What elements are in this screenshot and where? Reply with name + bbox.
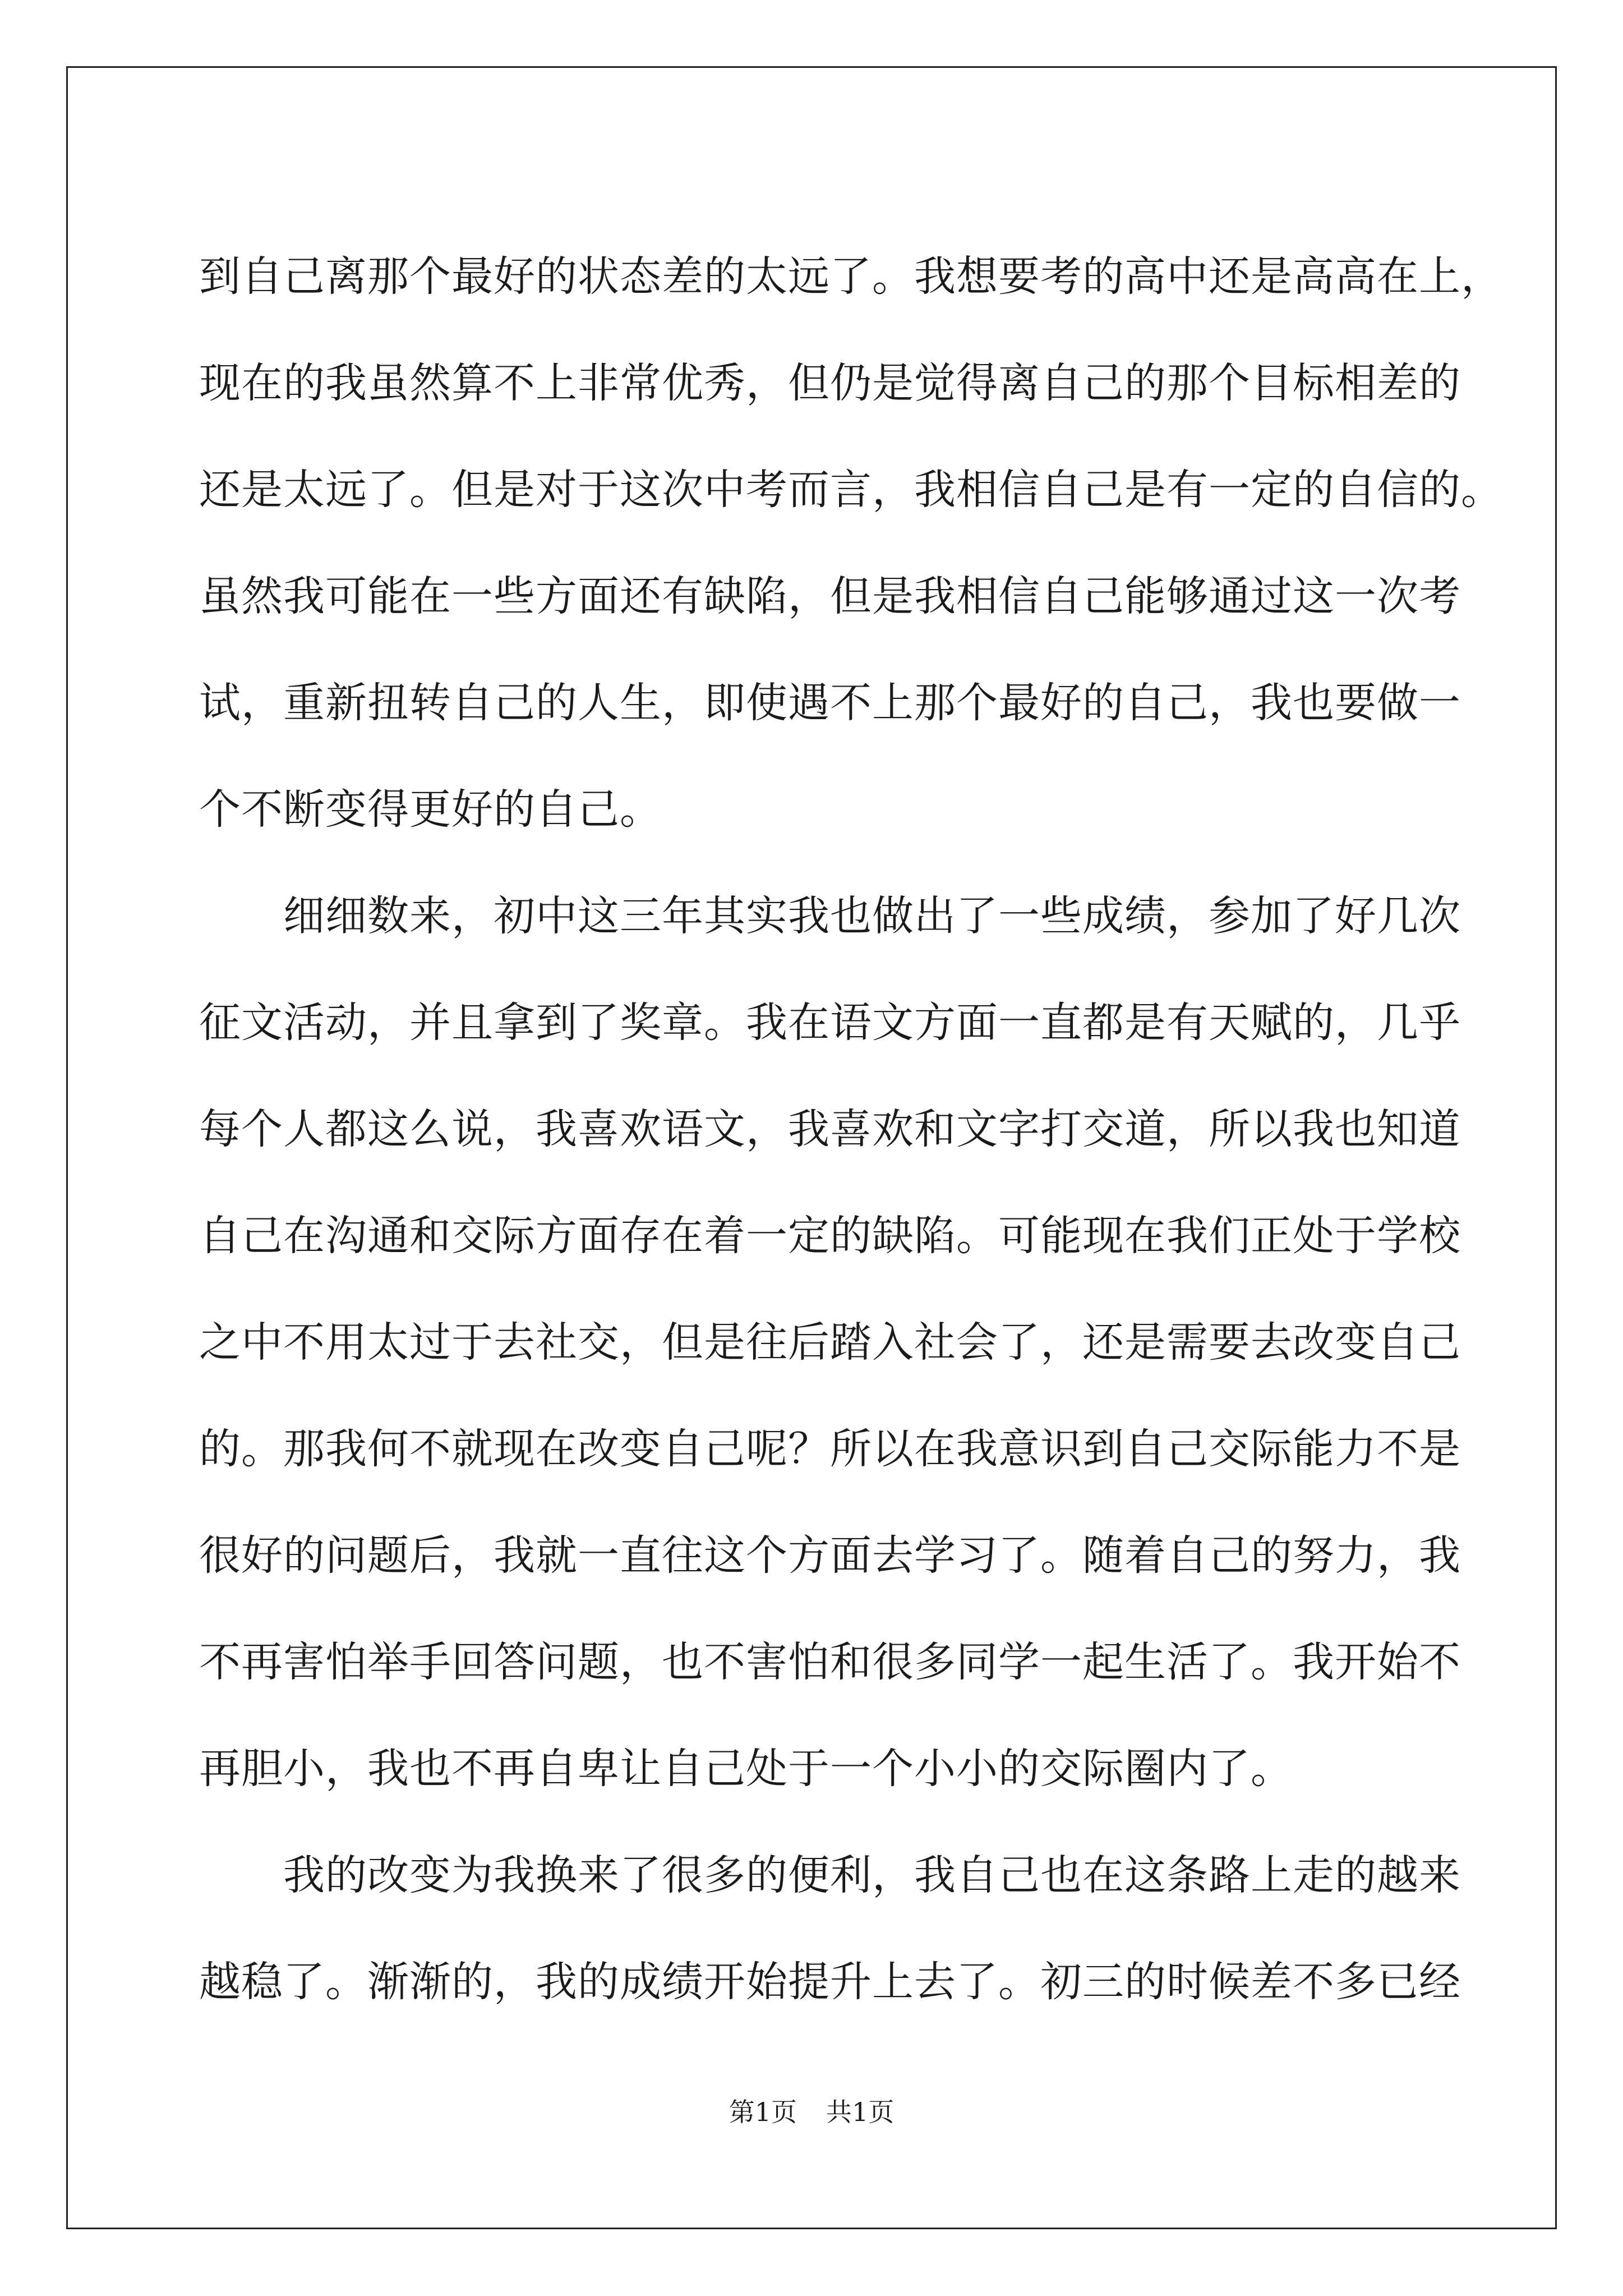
text-line: 到自己离那个最好的状态差的太远了。我想要考的高中还是高高在上，: [199, 252, 1503, 301]
text-line: 的。那我何不就现在改变自己呢？所以在我意识到自己交际能力不是: [199, 1425, 1461, 1473]
text-line: 每个人都这么说，我喜欢语文，我喜欢和文字打交道，所以我也知道: [199, 1105, 1461, 1153]
text-line: 虽然我可能在一些方面还有缺陷，但是我相信自己能够通过这一次考: [199, 572, 1461, 620]
text-line: 试，重新扭转自己的人生，即使遇不上那个最好的自己，我也要做一: [199, 679, 1461, 727]
page-number: 第1页: [728, 2097, 797, 2127]
page-footer: [0, 2095, 1623, 2129]
text-line: 之中不用太过于去社交，但是往后踏入社会了，还是需要去改变自己: [199, 1318, 1461, 1366]
text-line: 细细数来，初中这三年其实我也做出了一些成绩，参加了好几次: [199, 892, 1461, 940]
text-line: 还是太远了。但是对于这次中考而言，我相信自己是有一定的自信的。: [199, 466, 1503, 514]
text-line: 个不断变得更好的自己。: [199, 785, 662, 834]
text-line: 越稳了。渐渐的，我的成绩开始提升上去了。初三的时候差不多已经: [199, 1958, 1461, 2006]
text-line: 我的改变为我换来了很多的便利，我自己也在这条路上走的越来: [199, 1851, 1461, 1899]
text-line: 自己在沟通和交际方面存在着一定的缺陷。可能现在我们正处于学校: [199, 1212, 1461, 1260]
text-line: 很好的问题后，我就一直往这个方面去学习了。随着自己的努力，我: [199, 1531, 1461, 1580]
text-line: 征文活动，并且拿到了奖章。我在语文方面一直都是有天赋的，几乎: [199, 999, 1461, 1047]
text-line: 再胆小，我也不再自卑让自己处于一个小小的交际圈内了。: [199, 1745, 1293, 1793]
page-total: 共1页: [826, 2097, 895, 2127]
body-text: [199, 223, 1503, 2035]
text-line: 不再害怕举手回答问题，也不害怕和很多同学一起生活了。我开始不: [199, 1638, 1461, 1686]
text-line: 现在的我虽然算不上非常优秀，但仍是觉得离自己的那个目标相差的: [199, 359, 1461, 407]
